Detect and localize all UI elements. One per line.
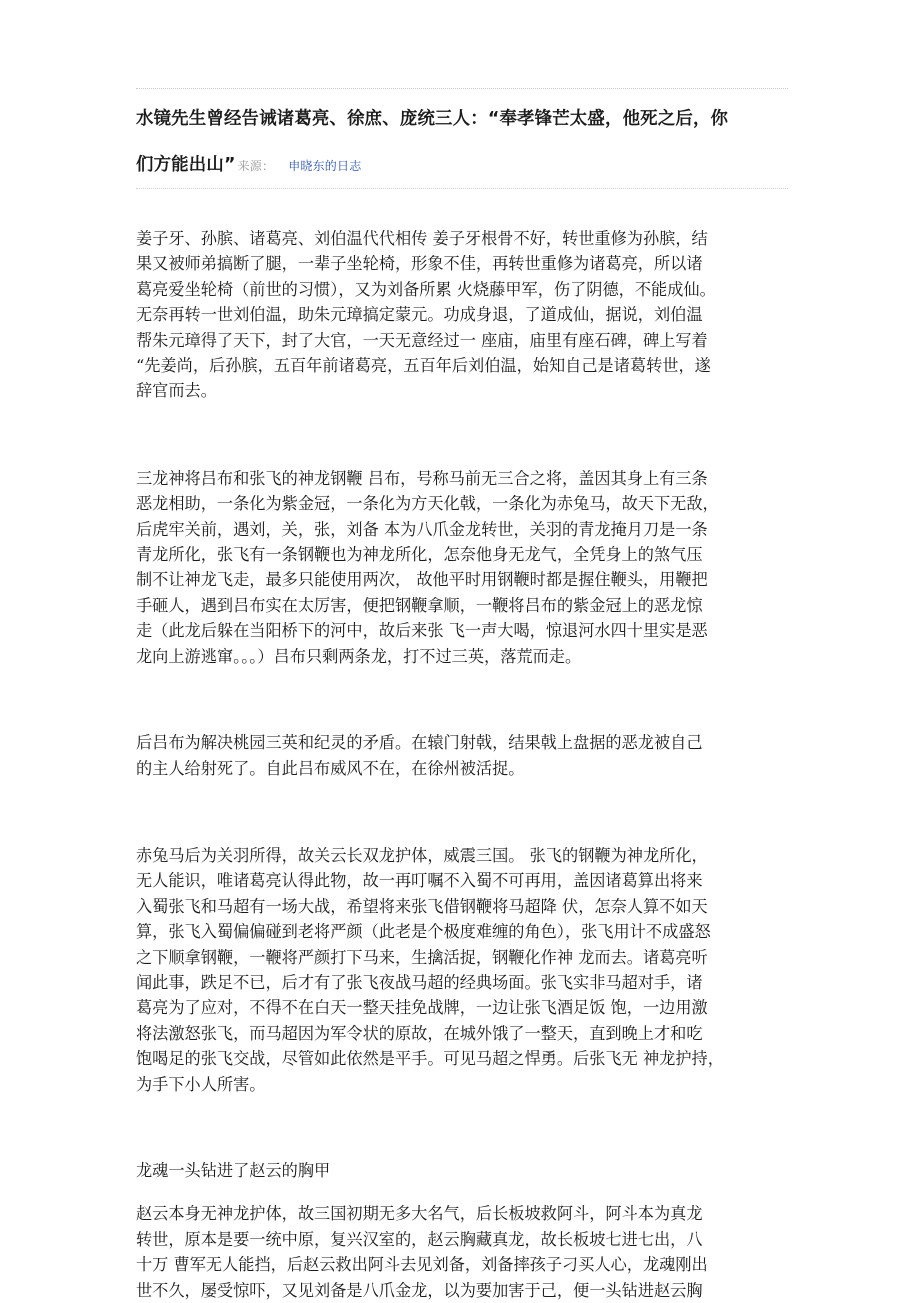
paragraph-line: 十万 曹军无人能挡，后赵云救出阿斗去见刘备，刘备摔孩子刁买人心，龙魂刚出: [136, 1255, 708, 1275]
paragraph-line: 帮朱元璋得了天下，封了大官，一天无意经过一 座庙，庙里有座石碑，碑上写着: [136, 330, 708, 350]
paragraph-line: 无奈再转一世刘伯温，助朱元璋搞定蒙元。功成身退，了道成仙，据说，刘伯温: [136, 305, 703, 325]
paragraph-line: 三龙神将吕布和张飞的神龙钢鞭 吕布，号称马前无三合之将，盖因其身上有三条: [136, 468, 708, 488]
article-header: [136, 96, 788, 189]
paragraph-line: 入蜀张飞和马超有一场大战，希望将来张飞借钢鞭将马超降 伏，怎奈人算不如天: [136, 896, 708, 916]
section-heading-text: 龙魂一头钻进了赵云的胸甲: [136, 1160, 331, 1180]
header-divider-top: [136, 88, 788, 89]
paragraph-line: 后吕布为解决桃园三英和纪灵的矛盾。在辕门射戟，结果戟上盘据的恶龙被自己: [136, 733, 703, 753]
paragraph-line: 转世，原本是要一统中原，复兴汉室的，赵云胸藏真龙，故长板坡七进七出，八: [136, 1229, 703, 1249]
paragraph-line: 赵云本身无神龙护体，故三国初期无多大名气，后长板坡救阿斗，阿斗本为真龙: [136, 1204, 703, 1224]
paragraph-line: 为手下小人所害。: [136, 1074, 266, 1094]
paragraph-line: 制不让神龙飞走，最多只能使用两次， 故他平时用钢鞭时都是握住鞭头，用鞭把: [136, 570, 708, 590]
article-title-line-2: [136, 142, 788, 189]
section-heading: [136, 1158, 788, 1183]
paragraph-1: [136, 226, 788, 404]
paragraph-line: 龙向上游逃窜。。。）吕布只剩两条龙，打不过三英，落荒而走。: [136, 646, 582, 666]
paragraph-line: 赤兔马后为关羽所得，故关云长双龙护体，威震三国。 张飞的钢鞭为神龙所化，: [136, 845, 708, 865]
paragraph-line: 姜子牙、孙膑、诸葛亮、刘伯温代代相传 姜子牙根骨不好，转世重修为孙膑，结: [136, 229, 708, 248]
paragraph-line: 的主人给射死了。自此吕布威风不在，在徐州被活捉。: [136, 758, 525, 778]
paragraph-line: “先姜尚，后孙膑，五百年前诸葛亮，五百年后刘伯温，始知自己是诸葛转世，遂: [136, 356, 711, 376]
paragraph-line: 无人能识，唯诸葛亮认得此物，故一再叮嘱不入蜀不可再用，盖因诸葛算出将来: [136, 871, 703, 891]
paragraph-line: 世不久，屡受惊吓，又见刘备是八爪金龙，以为要加害于己，便一头钻进赵云胸: [136, 1280, 703, 1300]
paragraph-line: 青龙所化，张飞有一条钢鞭也为神龙所化，怎奈他身无龙气，全凭身上的煞气压: [136, 545, 703, 565]
paragraph-5: [136, 1201, 788, 1303]
paragraph-line: 之下顺拿钢鞭，一鞭将严颜打下马来，生擒活捉，钢鞭化作神 龙而去。诸葛亮听: [136, 947, 708, 967]
paragraph-line: 恶龙相助，一条化为紫金冠，一条化为方天化戟，一条化为赤兔马，故天下无敌，: [136, 494, 719, 514]
paragraph-2: [136, 466, 788, 669]
paragraph-4: [136, 843, 788, 1097]
paragraph-line: 算，张飞入蜀偏偏碰到老将严颜（此老是个极度难缠的角色），张飞用计不成盛怒: [136, 922, 711, 942]
paragraph-3: [136, 730, 788, 781]
source-link[interactable]: 申晓东的日志: [288, 159, 362, 173]
header-divider-bottom: [136, 188, 788, 189]
article-title-line-1: 水镜先生曾经告诫诸葛亮、徐庶、庞统三人：“奉孝锋芒太盛，他死之后，你: [136, 109, 729, 129]
article-body: [136, 226, 788, 1303]
paragraph-line: 辞官而去。: [136, 381, 217, 401]
paragraph-line: 葛亮为了应对，不得不在白天一整天挂免战牌，一边让张飞酒足饭 饱，一边用激: [136, 998, 708, 1018]
paragraph-line: 闻此事，跌足不已，后才有了张飞夜战马超的经典场面。张飞实非马超对手，诸: [136, 972, 703, 992]
paragraph-line: 果又被师弟搞断了腿，一辈子坐轮椅，形象不佳，再转世重修为诸葛亮，所以诸: [136, 254, 703, 274]
paragraph-line: 走（此龙后躲在当阳桥下的河中，故后来张 飞一声大喝，惊退河水四十里实是恶: [136, 621, 708, 641]
paragraph-line: 饱喝足的张飞交战，尽管如此依然是平手。可见马超之悍勇。后张飞无 神龙护持，: [136, 1049, 724, 1069]
paragraph-line: 葛亮爱坐轮椅（前世的习惯），又为刘备所累 火烧藤甲军，伤了阴德，不能成仙。: [136, 279, 716, 299]
paragraph-line: 后虎牢关前，遇刘，关，张，刘备 本为八爪金龙转世，关羽的青龙掩月刀是一条: [136, 519, 708, 539]
article-title-end: 们方能出山”: [136, 155, 236, 175]
source-label: 来源：: [237, 159, 275, 173]
paragraph-line: 手砸人，遇到吕布实在太厉害，便把钢鞭拿顺，一鞭将吕布的紫金冠上的恶龙惊: [136, 595, 703, 615]
paragraph-line: 将法激怒张飞，而马超因为军令状的原故，在城外饿了一整天，直到晚上才和吃: [136, 1023, 703, 1043]
